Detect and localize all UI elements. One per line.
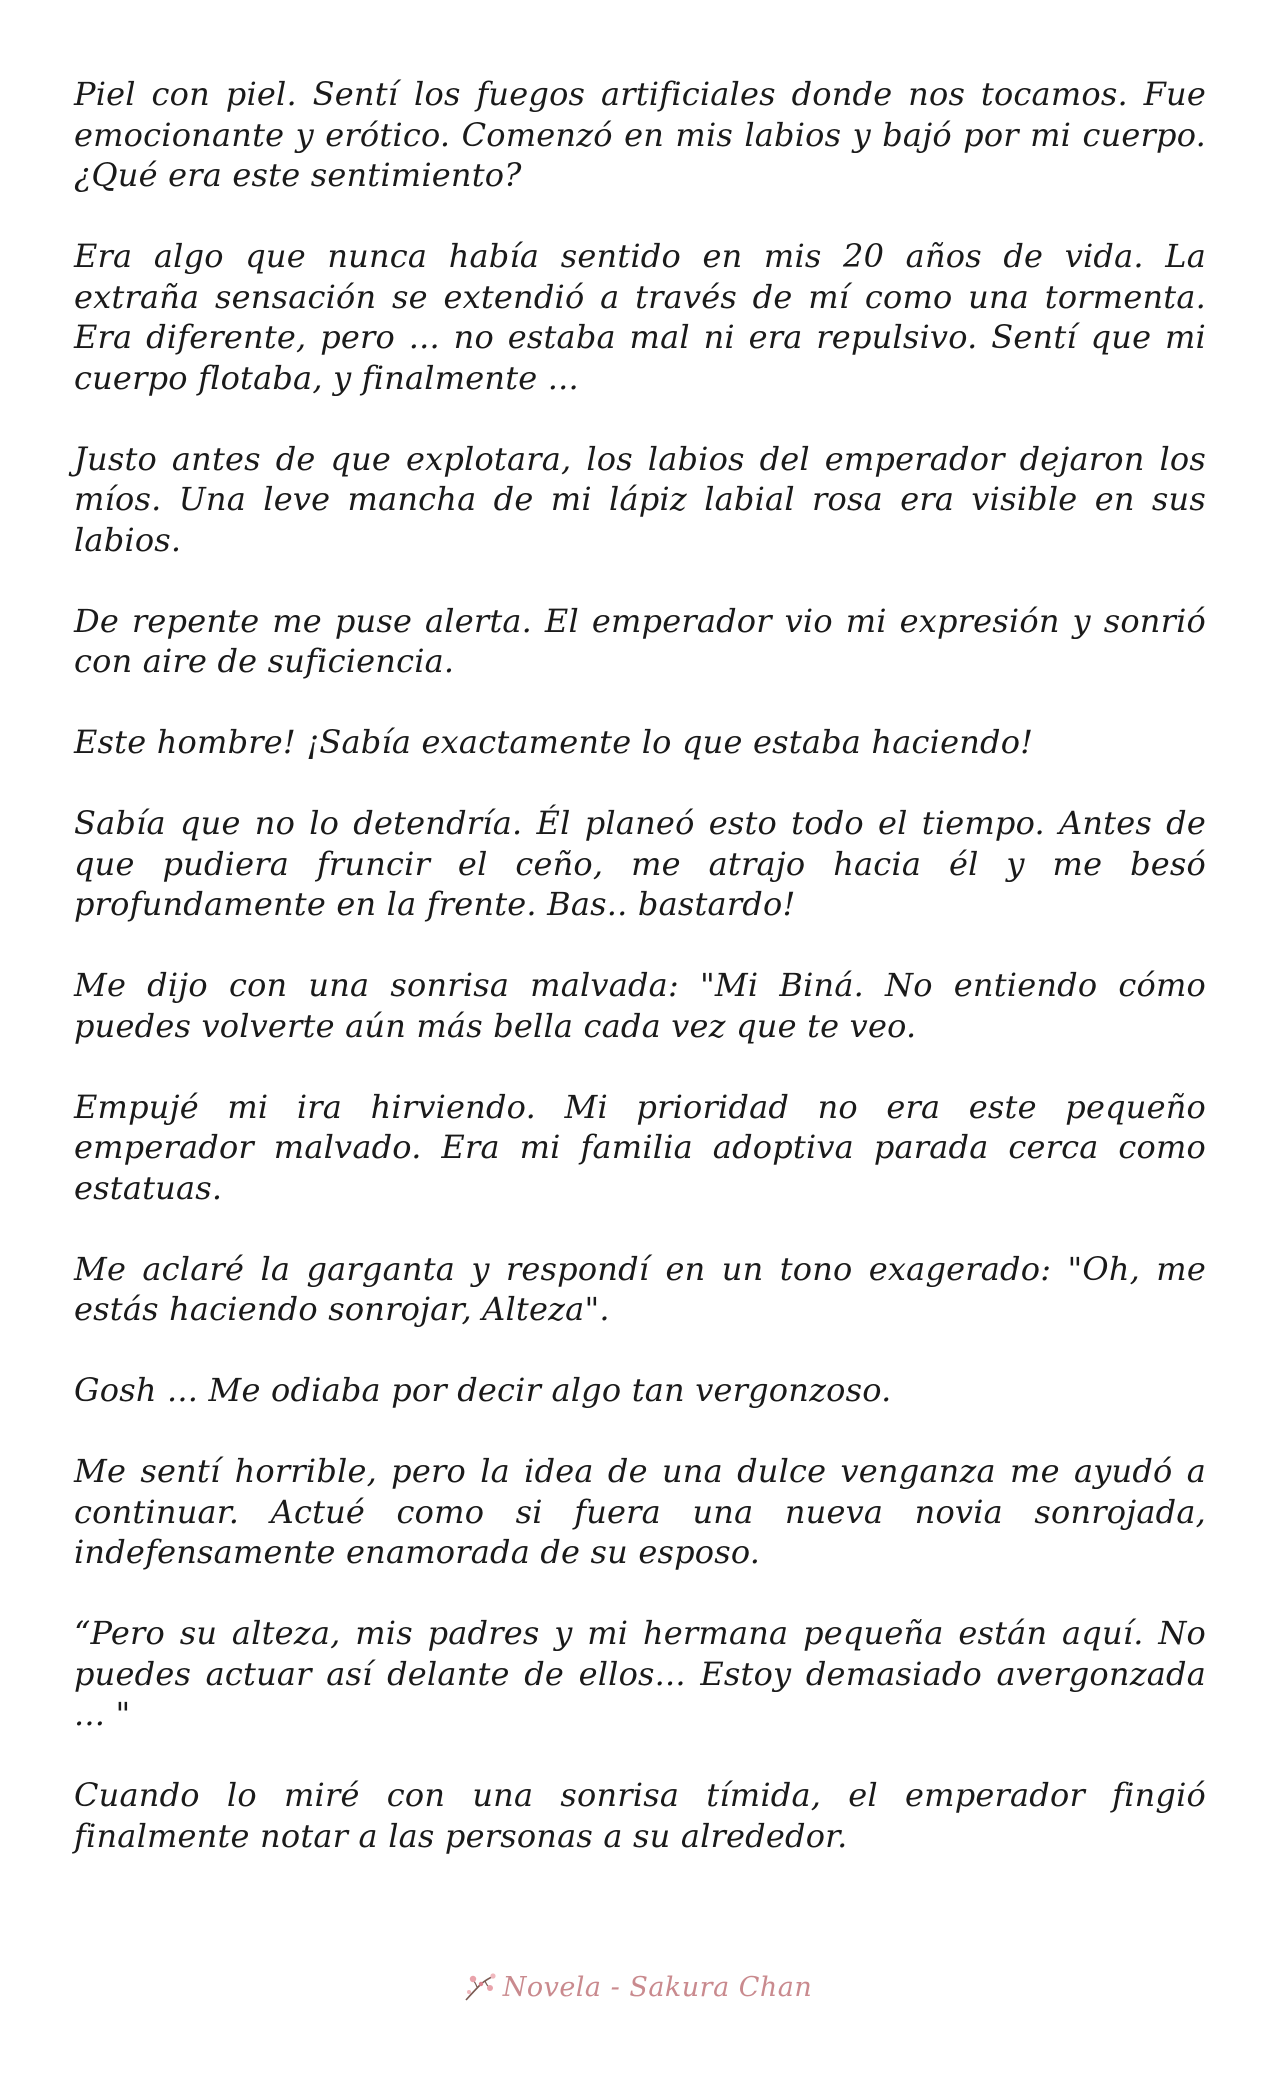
footer-text: Novela - Sakura Chan <box>502 1971 813 2003</box>
paragraph-11: Me sentí horrible, pero la idea de una dulce venganza me ayudó a continuar. Actué como si fuera una nueva novia sonrojada, indefensamente enamorada de su esposo. <box>74 1452 1206 1571</box>
document-body <box>74 74 1206 1897</box>
paragraph-8: Empujé mi ira hirviendo. Mi prioridad no era este pequeño emperador malvado. Era mi familia adoptiva parada cerca como estatuas. <box>74 1087 1206 1207</box>
paragraph-2: Era algo que nunca había sentido en mis 20 años de vida. La extraña sensación se extendió a través de mí como una tormenta. Era diferente, pero ... no estaba mal ni era repulsivo. Sentí que mi cuerpo flotaba, y finalmente ... <box>74 237 1206 397</box>
paragraph-3: Justo antes de que explotara, los labios del emperador dejaron los míos. Una leve mancha de mi lápiz labial rosa era visible en sus labios. <box>74 439 1206 559</box>
paragraph-10: Gosh ... Me odiaba por decir algo tan vergonzoso. <box>74 1371 892 1409</box>
paragraph-9: Me aclaré la garganta y respondí en un tono exagerado: "Oh, me estás haciendo sonrojar, Alteza". <box>74 1249 1206 1328</box>
paragraph-13: Cuando lo miré con una sonrisa tímida, el emperador fingió finalmente notar a las personas a su alrededor. <box>74 1776 1206 1855</box>
footer-watermark <box>0 1970 1275 2004</box>
paragraph-4: De repente me puse alerta. El emperador vio mi expresión y sonrió con aire de suficiencia. <box>74 601 1206 680</box>
paragraph-7: Me dijo con una sonrisa malvada: "Mi Biná. No entiendo cómo puedes volverte aún más bella cada vez que te veo. <box>74 966 1206 1045</box>
paragraph-5: Este hombre! ¡Sabía exactamente lo que estaba haciendo! <box>74 723 1034 761</box>
paragraph-6: Sabía que no lo detendría. Él planeó esto todo el tiempo. Antes de que pudiera fruncir el ceño, me atrajo hacia él y me besó profundamente en la frente. Bas.. bastardo! <box>74 804 1206 923</box>
sakura-branch-icon <box>463 1970 497 2004</box>
paragraph-12: “Pero su alteza, mis padres y mi hermana pequeña están aquí. No puedes actuar así delante de ellos... Estoy demasiado avergonzada ... " <box>74 1614 1206 1733</box>
paragraph-1: Piel con piel. Sentí los fuegos artificiales donde nos tocamos. Fue emocionante y erótico. Comenzó en mis labios y bajó por mi cuerpo. ¿Qué era este sentimiento? <box>74 75 1206 194</box>
